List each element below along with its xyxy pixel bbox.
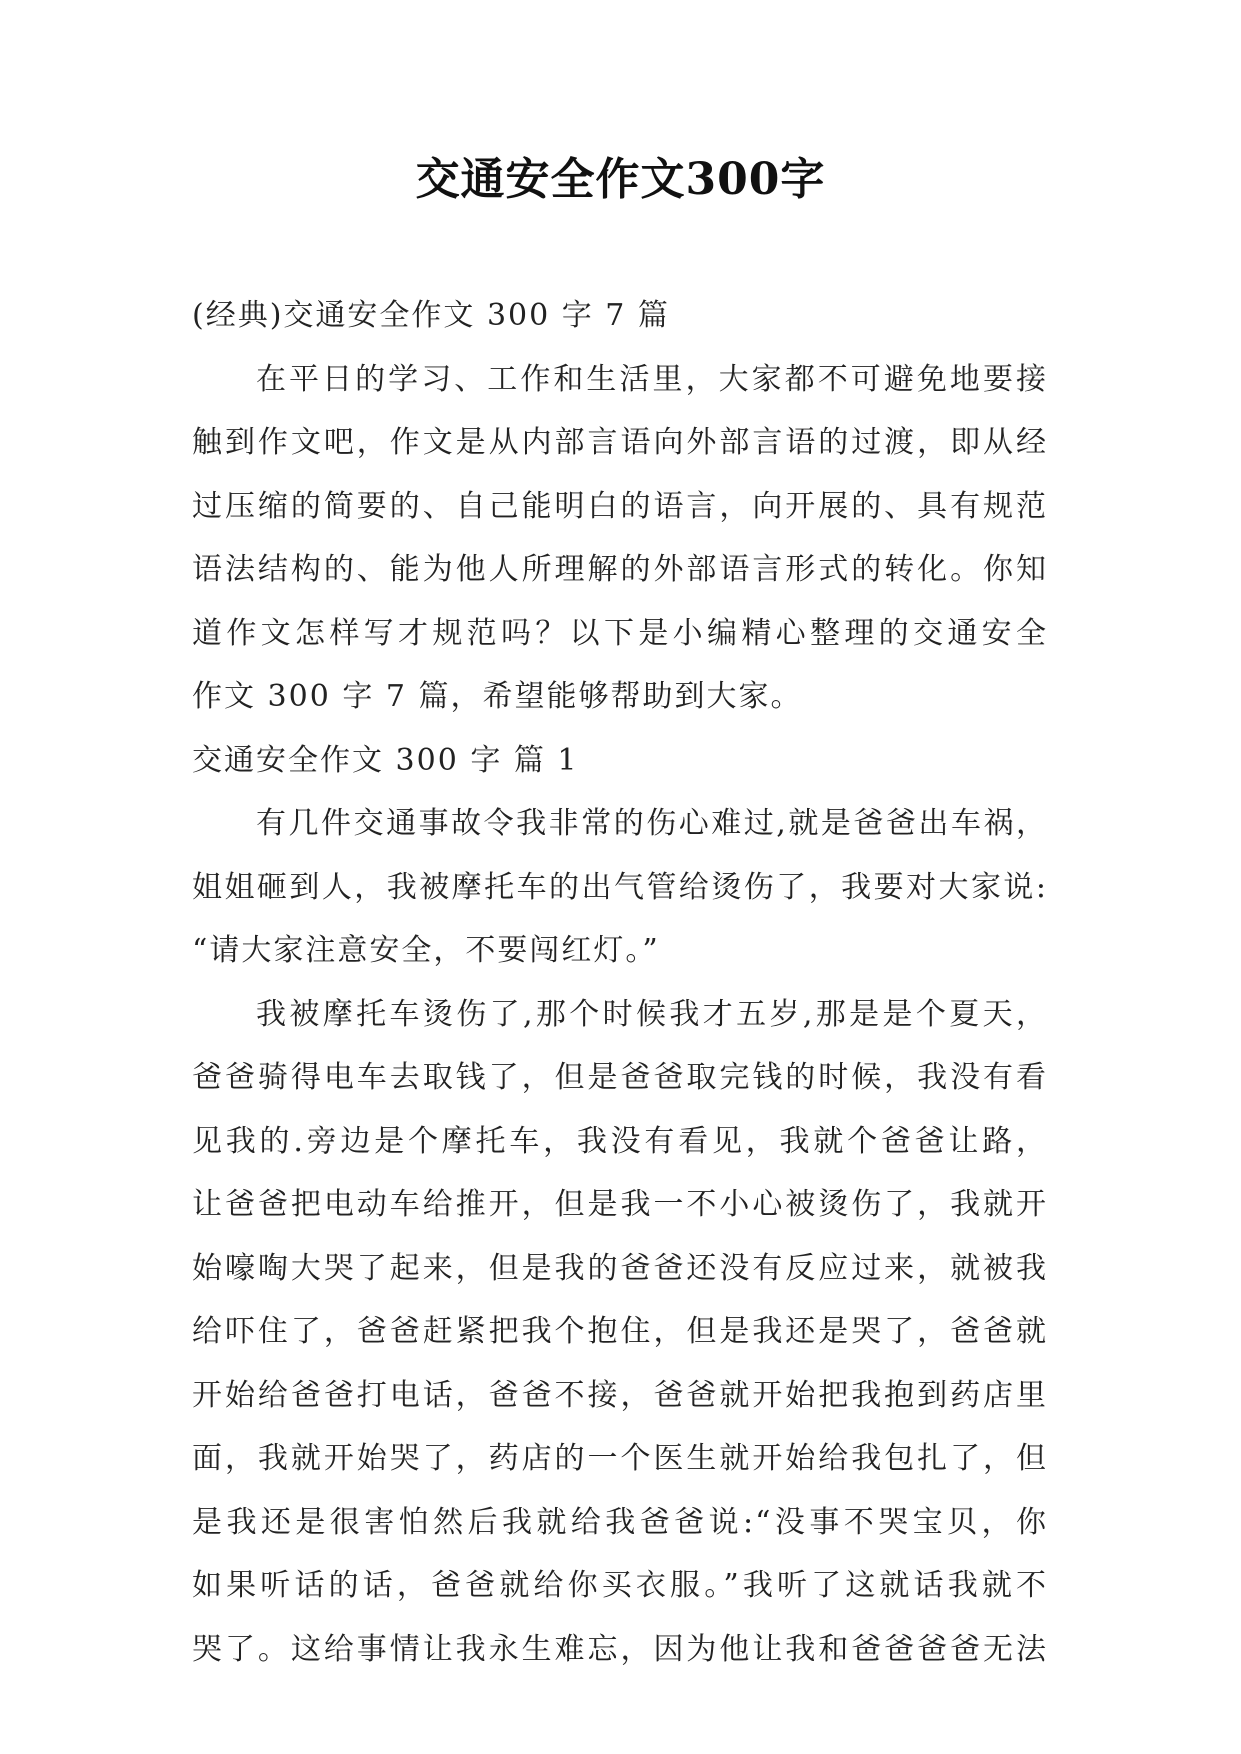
paragraph-line: 开始给爸爸打电话，爸爸不接，爸爸就开始把我抱到药店里 xyxy=(192,1377,1048,1413)
paragraph-line: 作文 300 字 7 篇，希望能够帮助到大家。 xyxy=(192,679,803,714)
subtitle-line: (经典)交通安全作文 300 字 7 篇 xyxy=(192,298,670,333)
paragraph-line: 爸爸骑得电车去取钱了，但是爸爸取完钱的时候，我没有看 xyxy=(192,1060,1048,1095)
paragraph-line: 过压缩的简要的、自己能明白的语言，向开展的、具有规范 xyxy=(192,488,1048,524)
document-body xyxy=(192,284,1048,1681)
paragraph-line: 有几件交通事故令我非常的伤心难过,就是爸爸出车祸， xyxy=(256,806,1048,841)
paragraph-line: 语法结构的、能为他人所理解的外部语言形式的转化。你知 xyxy=(192,552,1048,587)
paragraph-line: 让爸爸把电动车给推开，但是我一不小心被烫伤了，我就开 xyxy=(192,1187,1048,1222)
paragraph-line: 道作文怎样写才规范吗？以下是小编精心整理的交通安全 xyxy=(192,615,1048,651)
paragraph-line: 给吓住了，爸爸赶紧把我个抱住，但是我还是哭了，爸爸就 xyxy=(192,1314,1048,1349)
paragraph-line: 见我的.旁边是个摩托车，我没有看见，我就个爸爸让路， xyxy=(192,1123,1048,1159)
paragraph-line: 哭了。这给事情让我永生难忘，因为他让我和爸爸爸爸无法 xyxy=(192,1631,1048,1667)
paragraph-line: 在平日的学习、工作和生活里，大家都不可避免地要接 xyxy=(256,361,1048,397)
section-heading: 交通安全作文 300 字 篇 1 xyxy=(192,742,579,778)
paragraph-line: 触到作文吧，作文是从内部言语向外部言语的过渡，即从经 xyxy=(192,425,1048,460)
document-title: 交通安全作文300字 xyxy=(415,154,826,205)
paragraph-line: 姐姐砸到人，我被摩托车的出气管给烫伤了，我要对大家说: xyxy=(192,869,1048,905)
paragraph-line: 是我还是很害怕然后我就给我爸爸说:“没事不哭宝贝，你 xyxy=(192,1504,1048,1540)
paragraph-line: 面，我就开始哭了，药店的一个医生就开始给我包扎了，但 xyxy=(192,1441,1048,1476)
paragraph-line: 始嚎啕大哭了起来，但是我的爸爸还没有反应过来，就被我 xyxy=(192,1250,1048,1286)
paragraph-line: 如果听话的话，爸爸就给你买衣服。”我听了这就话我就不 xyxy=(192,1568,1048,1603)
paragraph-line: “请大家注意安全，不要闯红灯。” xyxy=(192,933,660,968)
paragraph-line: 我被摩托车烫伤了,那个时候我才五岁,那是是个夏天， xyxy=(256,996,1048,1032)
